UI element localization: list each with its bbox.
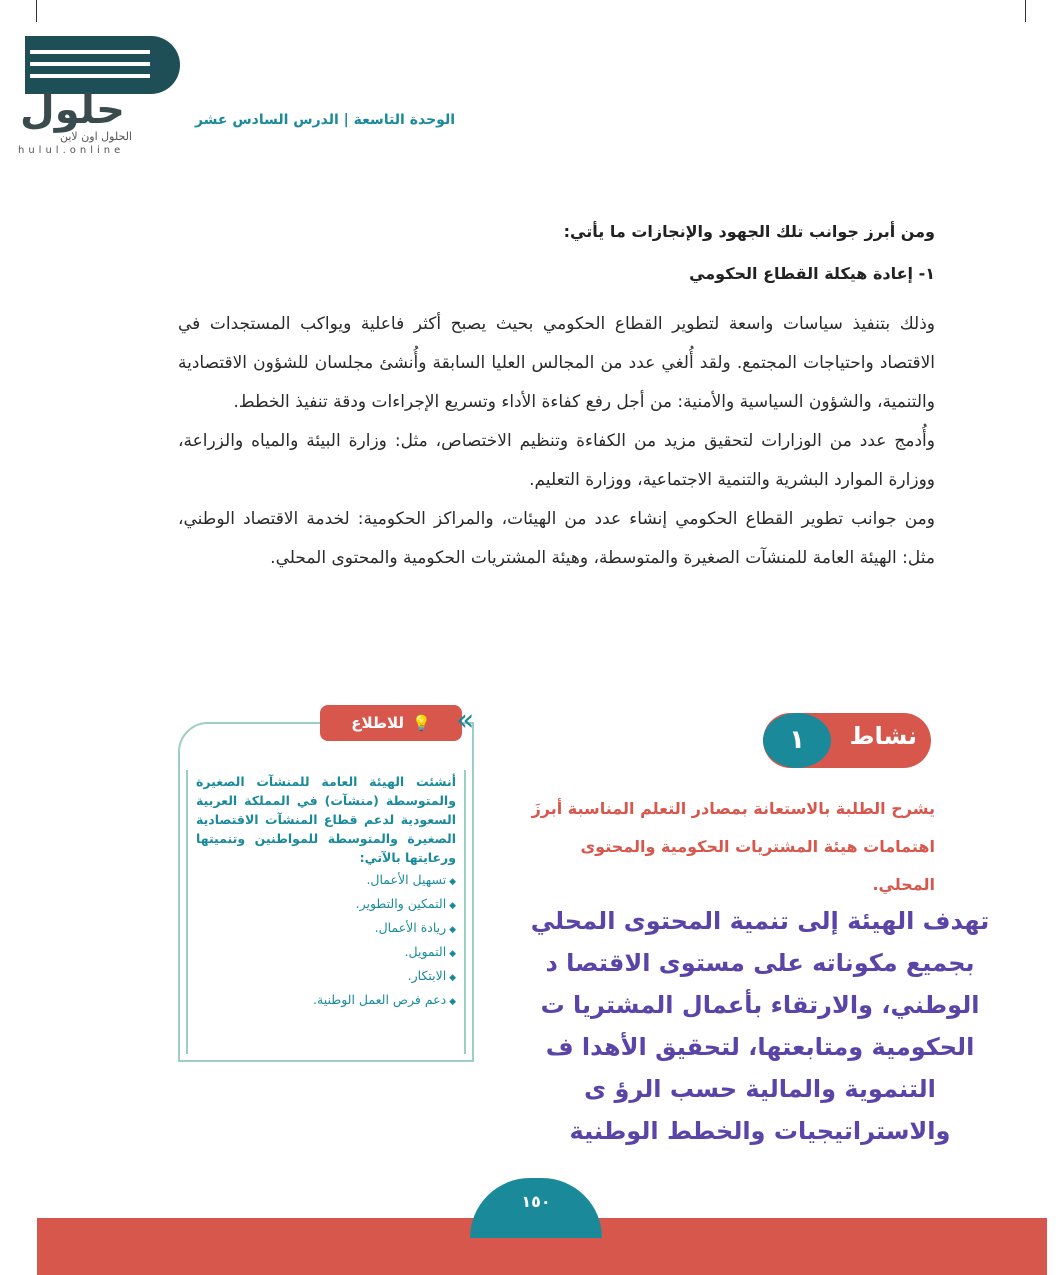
logo-line (30, 50, 150, 54)
info-tag (320, 705, 462, 741)
paragraph: وأُدمج عدد من الوزارات لتحقيق مزيد من الكفاءة وتنظيم الاختصاص، مثل: وزارة البيئة والمياه والزراعة، ووزارة الموارد البشرية والتنمية الاجتماعية، ووزارة التعليم. (178, 431, 935, 490)
logo-subtitle-ar: الحلول اون لاين (60, 130, 132, 143)
answer-line: بجميع مكوناته على مستوى الاقتصا د (545, 949, 975, 977)
crop-mark (36, 0, 37, 22)
logo-text: حلول (20, 87, 125, 133)
paragraph: ومن جوانب تطوير القطاع الحكومي إنشاء عدد من الهيئات، والمراكز الحكومية: لخدمة الاقتصاد الوطني، مثل: الهيئة العامة للمنشآت الصغيرة والمتوسطة، وهيئة المشتريات الحكومية والمحتوى المحلي. (178, 509, 935, 568)
answer-line: تهدف الهيئة إلى تنمية المحتوى المحلي (530, 907, 990, 935)
chevron-left-icon: « (456, 703, 475, 738)
activity-answer (495, 900, 1025, 1152)
list-item: ◆ التمكين والتطوير. (196, 893, 456, 917)
list-item: ◆ الابتكار. (196, 965, 456, 989)
answer-line: الوطني، والارتقاء بأعمال المشتريا ت (540, 991, 980, 1019)
section-title: ١- إعادة هيكلة القطاع الحكومي (689, 264, 935, 283)
activity-label: نشاط (849, 722, 917, 750)
list-item: ◆ تسهيل الأعمال. (196, 869, 456, 893)
body-text (178, 305, 935, 578)
answer-line: والاستراتيجيات والخطط الوطنية (569, 1117, 951, 1145)
list-item: ◆ دعم فرص العمل الوطنية. (196, 989, 456, 1013)
info-content (196, 772, 456, 1013)
list-item: ◆ التمويل. (196, 941, 456, 965)
intro-text: ومن أبرز جوانب تلك الجهود والإنجازات ما يأتي: (563, 222, 935, 241)
info-text: أنشئت الهيئة العامة للمنشآت الصغيرة والمتوسطة (منشآت) في المملكة العربية السعودية لدعم قطاع المنشآت الاقتصادية الصغيرة والمتوسطة للمواطنين وتنميتها ورعايتها بالآتي: (196, 774, 456, 865)
activity-task: يشرح الطلبة بالاستعانة بمصادر التعلم المناسبة أبرزَ اهتمامات هيئة المشتريات الحكومية والمحتوى المحلي. (531, 799, 935, 894)
paragraph: وذلك بتنفيذ سياسات واسعة لتطوير القطاع الحكومي بحيث يصبح أكثر فاعلية ويواكب المستجدات في الاقتصاد واحتياجات المجتمع. ولقد أُلغي عدد من المجالس العليا السابقة وأُنشئ مجلسان للشؤون الاقتصادية والتنمية، والشؤون السياسية والأمنية: من أجل رفع كفاءة الأداء وتسريع الإجراءات ودقة تنفيذ الخطط. (178, 314, 935, 412)
logo-subtitle-en: hulul.online (18, 145, 125, 156)
answer-line: التنموية والمالية حسب الرؤ ى (584, 1075, 936, 1103)
info-list (196, 869, 456, 1013)
info-tag-label: للاطلاع (351, 714, 405, 732)
breadcrumb: الوحدة التاسعة | الدرس السادس عشر (194, 112, 455, 128)
activity-number: ١ (763, 713, 831, 768)
page-number: ١٥٠ (470, 1178, 602, 1238)
list-item: ◆ ريادة الأعمال. (196, 917, 456, 941)
logo-line (30, 74, 150, 78)
activity-badge (763, 713, 931, 768)
logo-line (30, 62, 150, 66)
crop-mark (1025, 0, 1026, 22)
lightbulb-icon: 💡 (412, 714, 431, 732)
answer-line: الحكومية ومتابعتها، لتحقيق الأهدا ف (545, 1033, 975, 1061)
